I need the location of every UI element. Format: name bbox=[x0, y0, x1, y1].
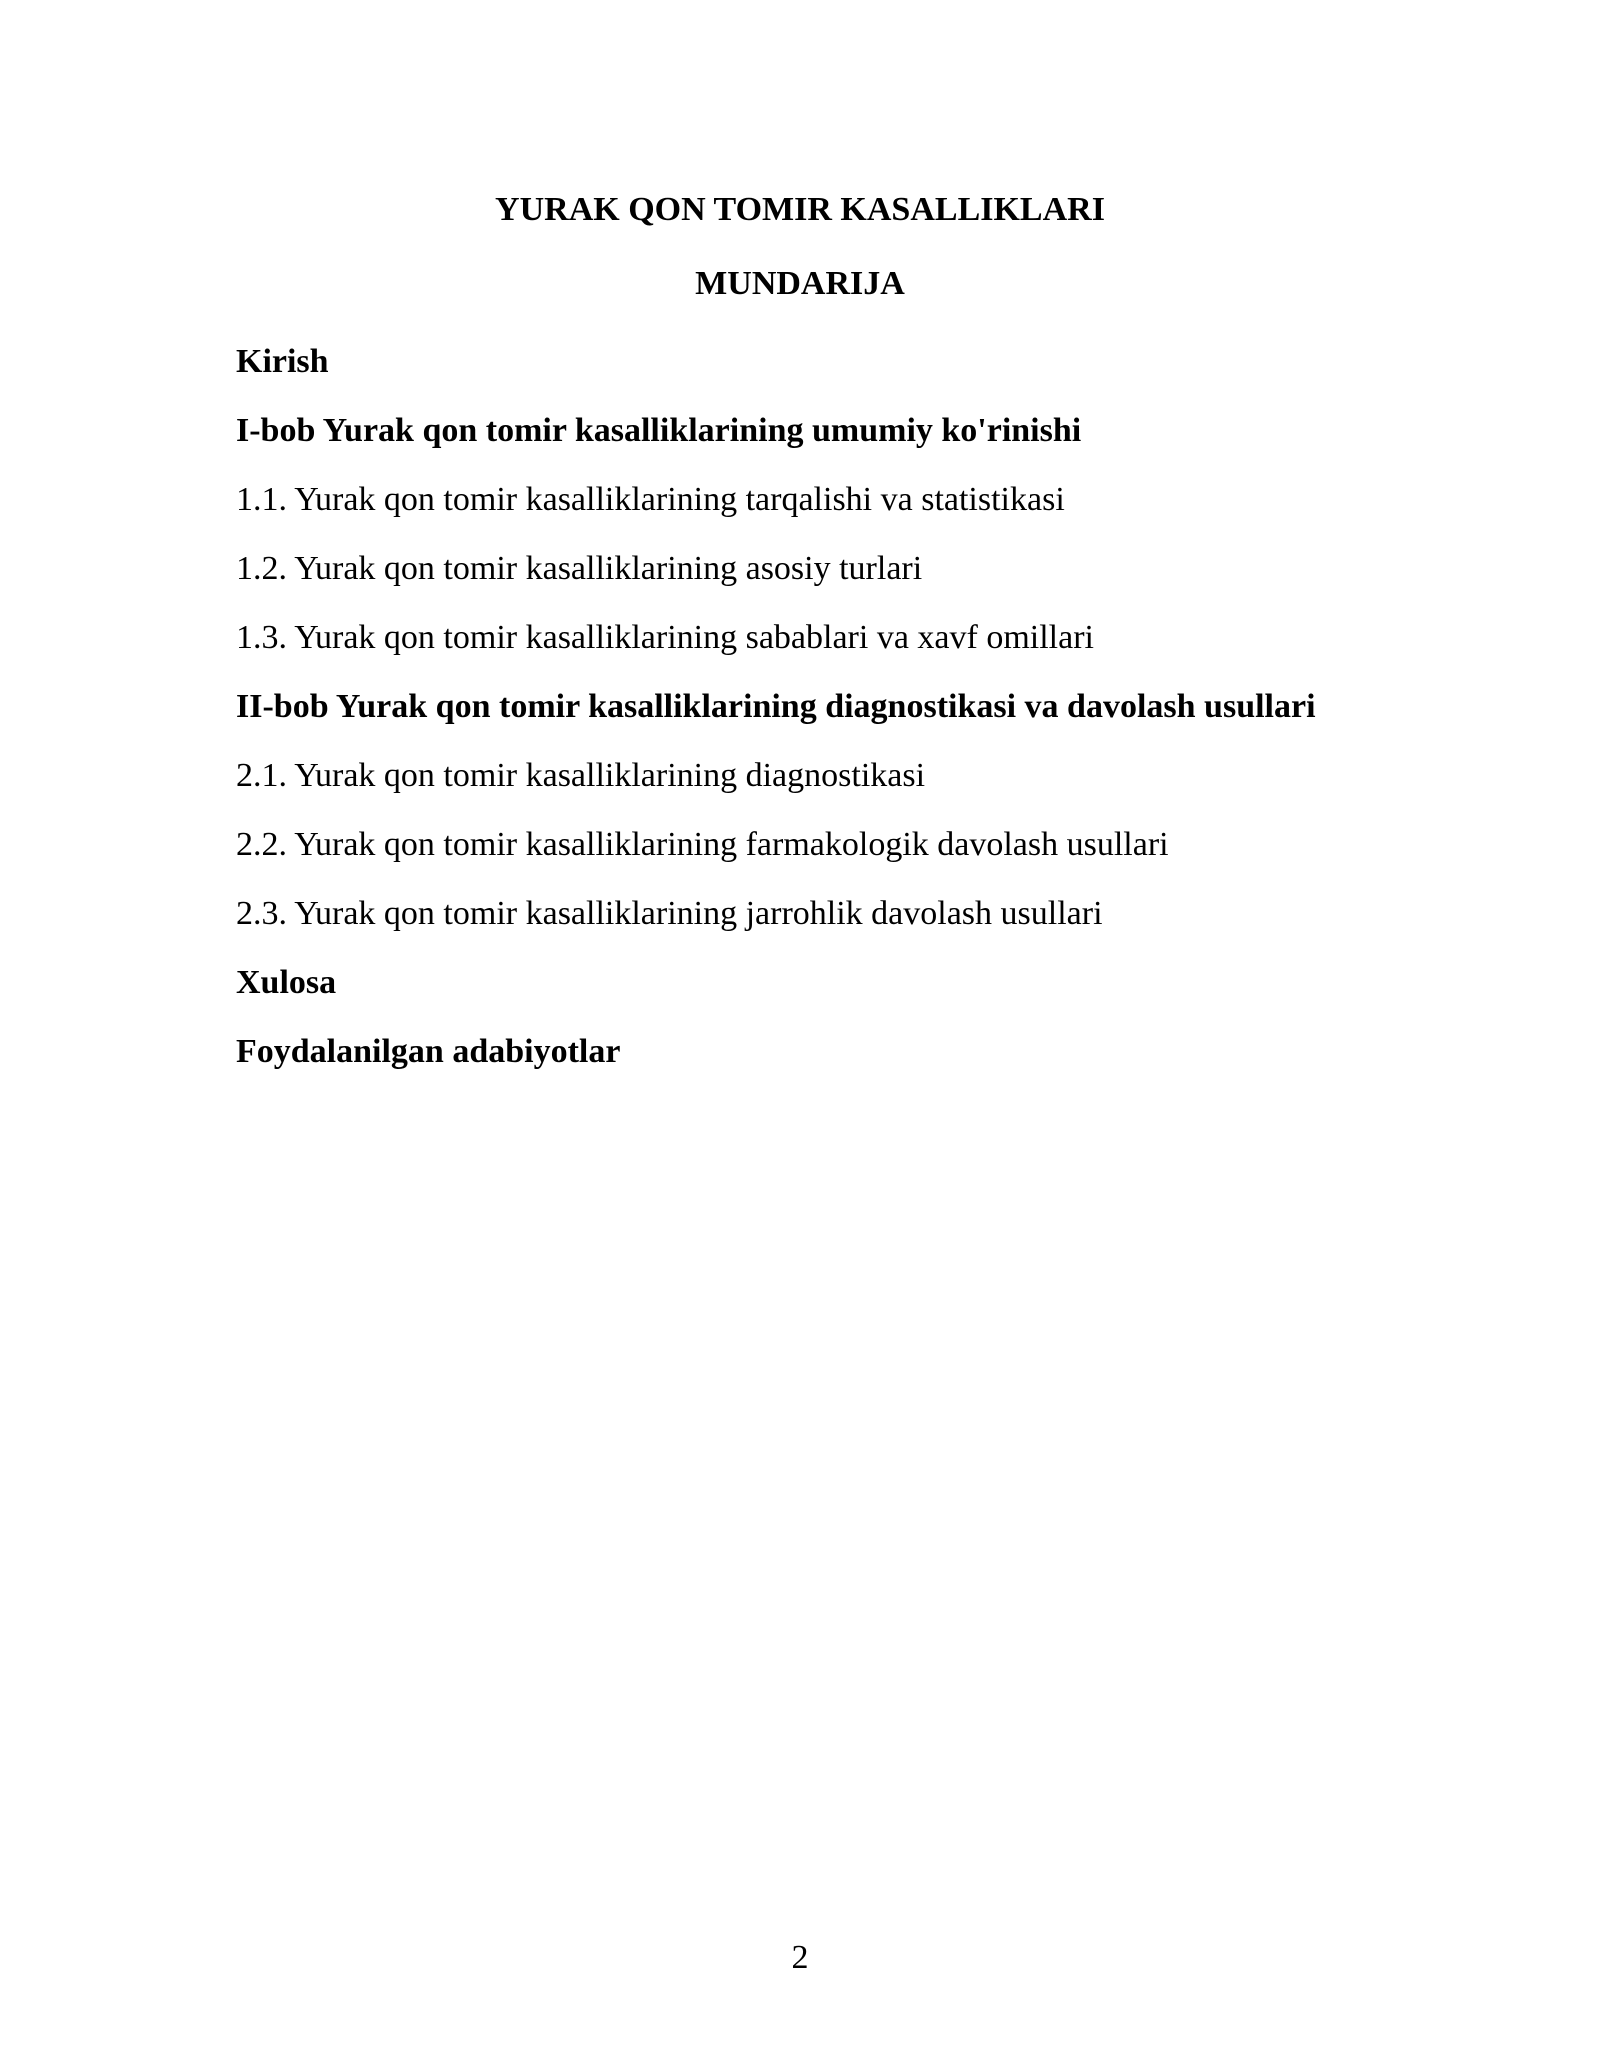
toc-entry-chapter-2: II-bob Yurak qon tomir kasalliklarining diagnostikasi va davolash usullari bbox=[236, 688, 1316, 725]
toc-entry-section-2-1: 2.1. Yurak qon tomir kasalliklarining diagnostikasi bbox=[236, 757, 926, 794]
toc-entry-section-1-3: 1.3. Yurak qon tomir kasalliklarining sabablari va xavf omillari bbox=[236, 619, 1094, 656]
toc-entry-chapter-1: I-bob Yurak qon tomir kasalliklarining umumiy ko'rinishi bbox=[236, 412, 1082, 449]
toc-entry-conclusion: Xulosa bbox=[236, 964, 337, 1001]
toc-entry-introduction: Kirish bbox=[236, 343, 329, 380]
page-number: 2 bbox=[791, 1939, 809, 1976]
document-title: YURAK QON TOMIR KASALLIKLARI bbox=[495, 191, 1105, 228]
toc-entry-section-1-1: 1.1. Yurak qon tomir kasalliklarining tarqalishi va statistikasi bbox=[236, 481, 1065, 518]
toc-entry-section-2-2: 2.2. Yurak qon tomir kasalliklarining farmakologik davolash usullari bbox=[236, 826, 1169, 863]
toc-entry-section-2-3: 2.3. Yurak qon tomir kasalliklarining jarrohlik davolash usullari bbox=[236, 895, 1103, 932]
toc-entry-references: Foydalanilgan adabiyotlar bbox=[236, 1033, 621, 1070]
toc-heading: MUNDARIJA bbox=[695, 265, 905, 302]
table-of-contents bbox=[236, 338, 1346, 1097]
toc-entry-section-1-2: 1.2. Yurak qon tomir kasalliklarining asosiy turlari bbox=[236, 550, 923, 587]
